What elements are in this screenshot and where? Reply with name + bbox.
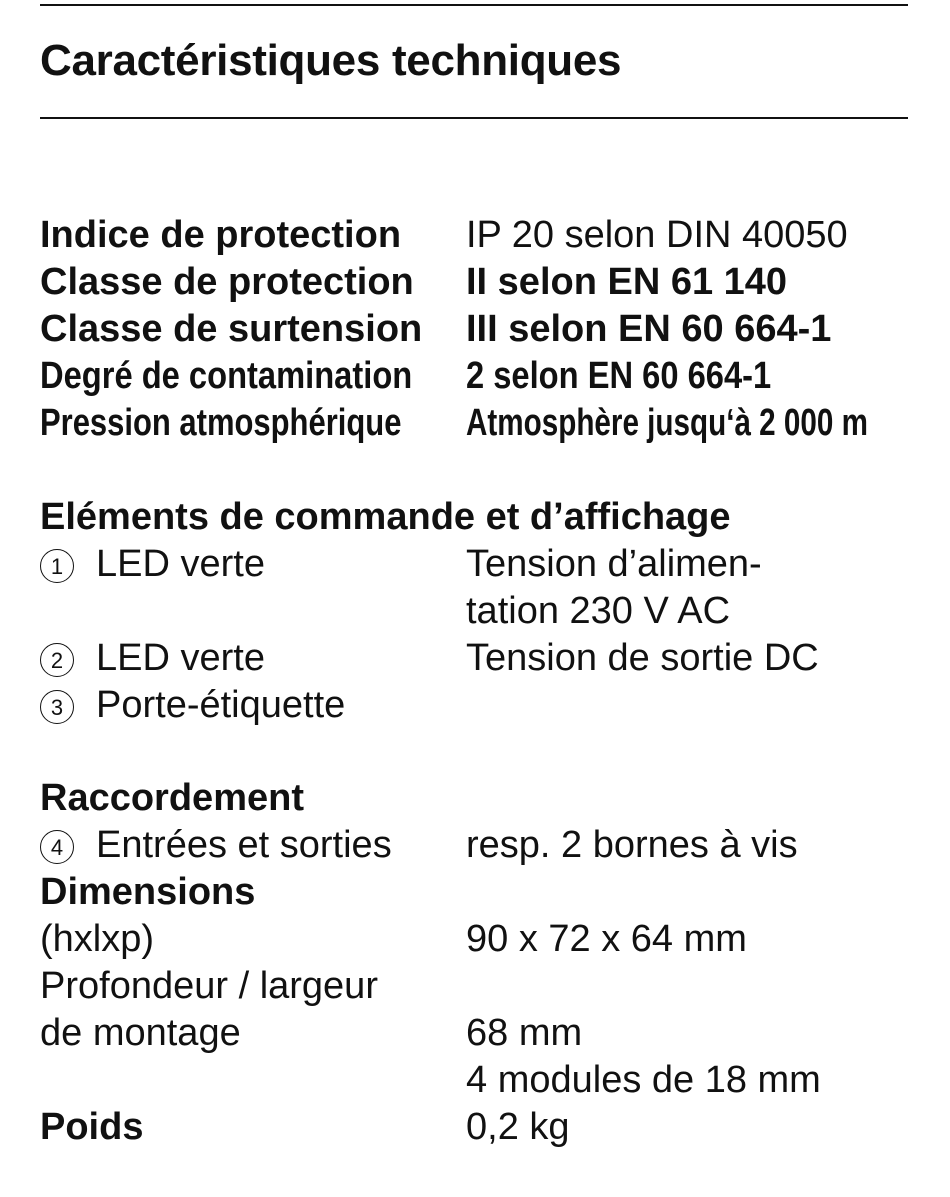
spec-label-classe-protection: Classe de protection [40,261,414,303]
control-label-2: LED verte [96,637,265,679]
depth-value: 68 mm [466,1012,583,1054]
depth-label-line2: de montage [40,1012,241,1054]
spec-label-contamination: Degré de contamination [40,355,413,397]
control-label-3: Porte-étiquette [96,684,346,726]
title-rule [40,117,908,119]
dimensions-heading: Dimensions [40,871,256,913]
top-rule [40,4,908,6]
width-value: 4 modules de 18 mm [466,1059,821,1101]
weight-value: 0,2 kg [466,1106,570,1148]
spec-value-pression: Atmosphère jusqu‘à 2 000 m [466,402,868,444]
depth-label-line1: Profondeur / largeur [40,965,378,1007]
spec-label-indice: Indice de protection [40,214,402,256]
callout-3-icon: 3 [40,690,74,724]
page-title: Caractéristiques techniques [40,36,622,85]
spec-value-contamination: 2 selon EN 60 664-1 [466,355,772,397]
callout-1-icon: 1 [40,549,74,583]
control-label-1: LED verte [96,543,265,585]
spec-label-classe-surtension: Classe de surtension [40,308,423,350]
dimensions-label: (hxlxp) [40,918,155,960]
spec-value-classe-surtension: III selon EN 60 664-1 [466,308,832,350]
callout-4-icon: 4 [40,830,74,864]
control-value-2: Tension de sortie DC [466,637,819,679]
controls-heading: Eléments de commande et d’affichage [40,496,731,538]
callout-2-icon: 2 [40,643,74,677]
spec-value-classe-protection: II selon EN 61 140 [466,261,788,303]
row-contamination-value [466,353,821,399]
connection-label: Entrées et sorties [96,824,392,866]
connection-heading: Raccordement [40,777,304,819]
spec-value-indice: IP 20 selon DIN 40050 [466,214,848,256]
row-pression [40,400,483,446]
row-contamination [40,353,473,399]
weight-label: Poids [40,1106,144,1148]
spec-label-pression: Pression atmosphérique [40,402,402,444]
connection-value: resp. 2 bornes à vis [466,824,798,866]
control-value-1-line1: Tension d’alimen- [466,543,762,585]
row-pression-value [466,400,950,446]
dimensions-value: 90 x 72 x 64 mm [466,918,747,960]
control-value-1-line2: tation 230 V AC [466,590,731,632]
